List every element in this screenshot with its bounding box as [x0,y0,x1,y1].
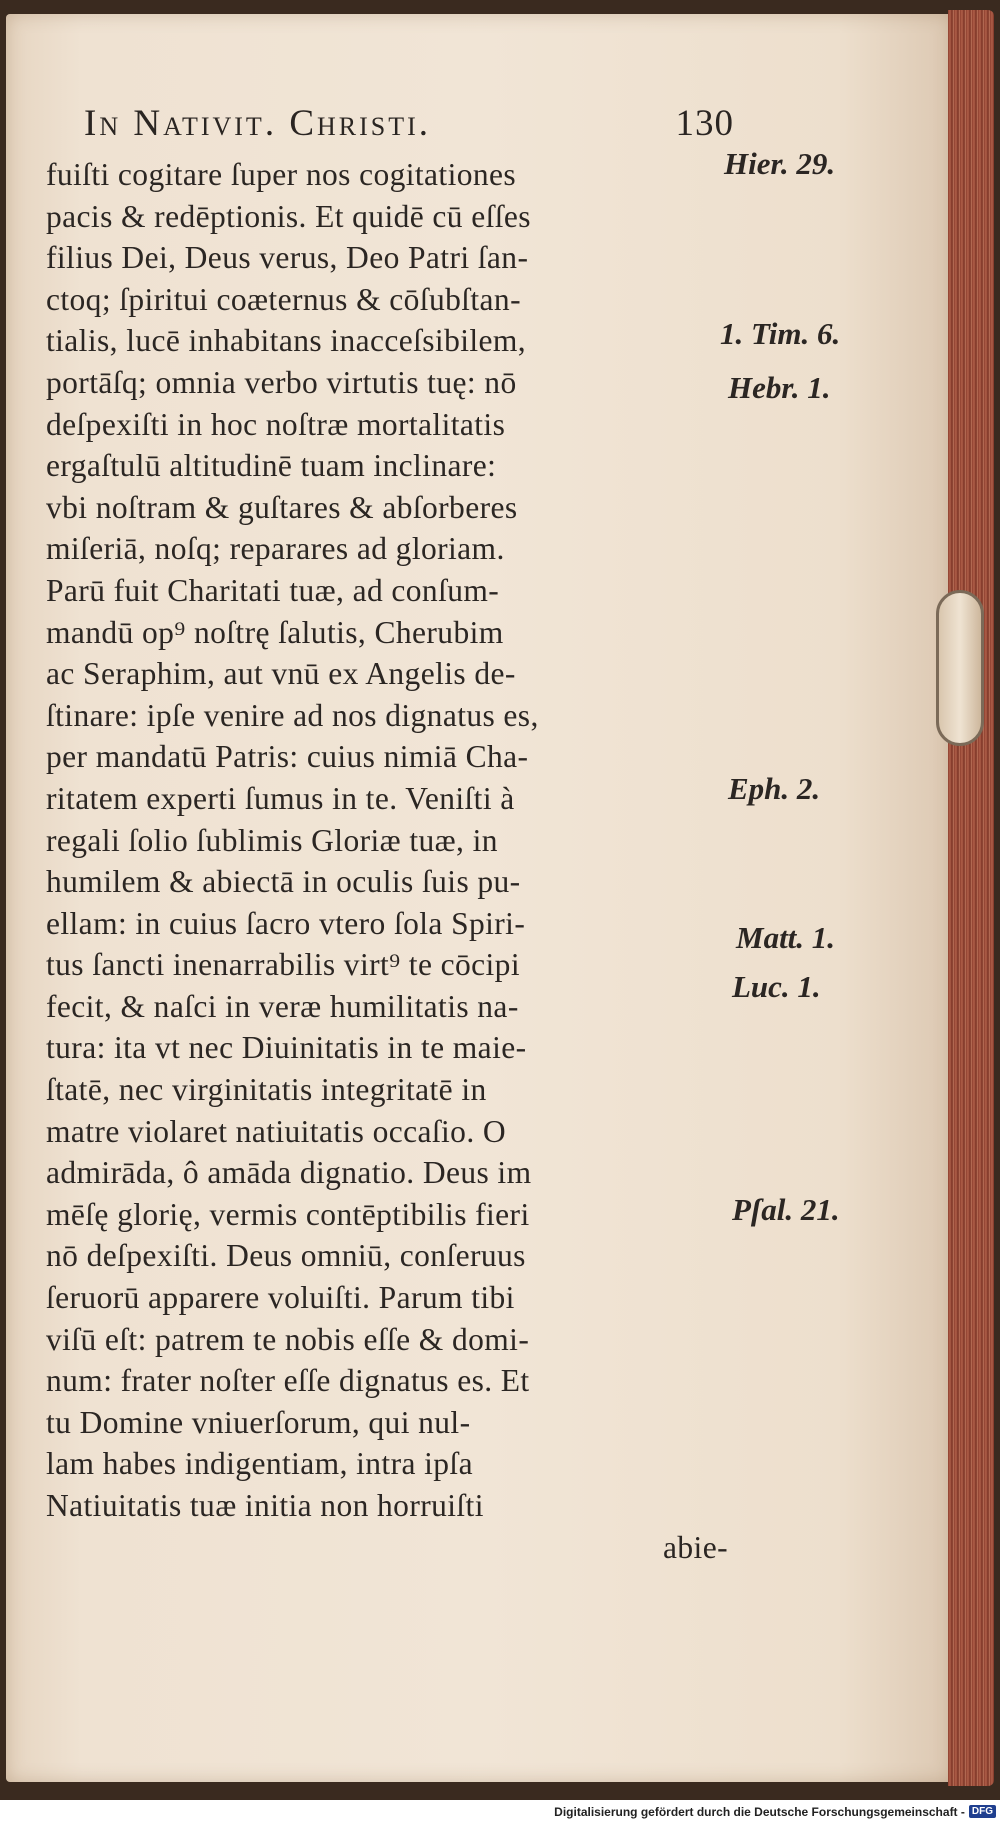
text-line: tus ſancti inenarrabilis virt⁹ te cōcipi [46,947,520,983]
text-line: tialis, lucē inhabitans inacceſsibilem, [46,323,527,359]
dfg-logo: DFG [969,1805,996,1818]
text-line: ergaſtulū altitudinē tuam inclinare: [46,448,497,484]
text-line: miſeriā, noſq; reparares ad gloriam. [46,531,505,567]
text-line: regali ſolio ſublimis Gloriæ tuæ, in [46,822,498,858]
text-line: humilem & abiectā in oculis ſuis pu- [46,864,521,900]
book-page-edges [948,10,994,1786]
margin-note: Eph. 2. [728,771,821,806]
margin-note: Hebr. 1. [728,370,831,405]
text-line: ritatem experti ſumus in te. Veniſti à [46,780,515,816]
text-line: fuiſti cogitare ſuper nos cogitationes [46,157,517,192]
folio-number: 130 [675,103,734,144]
margin-note: Hier. 29. [724,146,836,181]
text-line: ſeruorū apparere voluiſti. Parum tibi [46,1280,515,1316]
text-line: vbi noſtram & guſtares & abſorberes [46,489,518,525]
margin-note: Luc. 1. [732,969,821,1004]
text-line: num: frater noſter eſſe dignatus es. Et [46,1363,530,1399]
footer-credit-text: Digitalisierung gefördert durch die Deutsche Forschungsgemeinschaft - [554,1804,965,1819]
running-head [84,102,734,145]
text-line: ſtinare: ipſe venire ad nos dignatus es, [46,697,539,733]
text-line: tura: ita vt nec Diuinitatis in te maie- [46,1030,527,1066]
margin-note: Pſal. 21. [732,1192,840,1227]
text-line: ctoq; ſpiritui coæternus & cōſubſtan- [46,281,521,317]
catchword: abie- [663,1529,728,1565]
margin-note: Matt. 1. [736,920,836,955]
text-line: ellam: in cuius ſacro vtero ſola Spiri- [46,905,526,941]
body-text [46,154,736,1568]
text-line: viſū eſt: patrem te nobis eſſe & domi- [46,1321,530,1357]
margin-note: 1. Tim. 6. [720,316,841,351]
text-line: ac Seraphim, aut vnū ex Angelis de- [46,656,516,692]
text-line: filius Dei, Deus verus, Deo Patri ſan- [46,240,529,276]
text-line: fecit, & naſci in veræ humilitatis na- [46,988,519,1024]
text-line: per mandatū Patris: cuius nimiā Cha- [46,739,529,775]
text-line: matre violaret natiuitatis occaſio. O [46,1113,507,1149]
text-line: mandū op⁹ noſtrę ſalutis, Cherubim [46,614,504,650]
book-clasp [936,590,984,746]
text-line: pacis & redēptionis. Et quidē cū eſſes [46,198,531,234]
text-line: tu Domine vniuerſorum, qui nul- [46,1404,471,1440]
paper-page [6,14,952,1782]
text-line: lam habes indigentiam, intra ipſa [46,1446,473,1482]
text-line: deſpexiſti in hoc noſtræ mortalitatis [46,406,506,442]
text-line: portāſq; omnia verbo virtutis tuę: nō [46,364,517,400]
text-line: admirāda, ô amāda dignatio. Deus im [46,1155,532,1191]
text-line: Natiuitatis tuæ initia non horruiſti [46,1488,484,1523]
text-line: nō deſpexiſti. Deus omniū, conſeruus [46,1238,526,1274]
running-head-title: In Nativit. Christi. [84,103,432,144]
text-line: ſtatē, nec virginitatis integritatē in [46,1072,487,1108]
text-line: Parū fuit Charitati tuæ, ad conſum- [46,572,500,608]
footer-credit-bar [0,1800,1000,1823]
text-line: mēſę glorię, vermis contēptibilis fieri [46,1196,530,1232]
